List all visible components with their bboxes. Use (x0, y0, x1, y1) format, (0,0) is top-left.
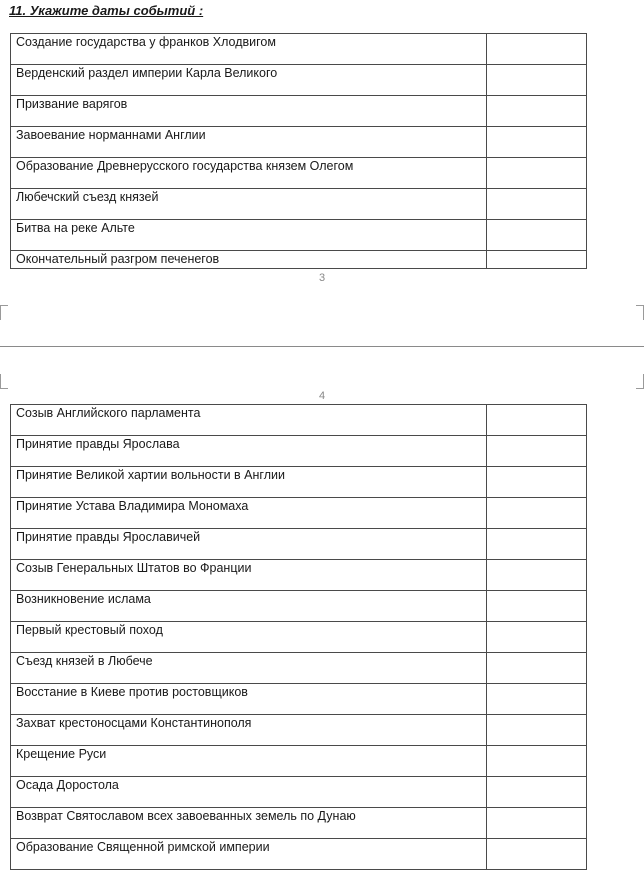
event-date-cell[interactable] (487, 467, 587, 498)
event-row (11, 777, 587, 808)
event-name-cell: Восстание в Киеве против ростовщиков (11, 684, 487, 715)
event-date-cell[interactable] (487, 220, 587, 251)
event-name-cell: Осада Доростола (11, 777, 487, 808)
event-name-cell: Образование Древнерусского государства князем Олегом (11, 158, 487, 189)
page-number: 4 (318, 390, 326, 402)
event-row (11, 189, 587, 220)
event-row (11, 529, 587, 560)
event-name-cell: Призвание варягов (11, 96, 487, 127)
event-date-cell[interactable] (487, 529, 587, 560)
event-row (11, 467, 587, 498)
page-number: 3 (318, 272, 326, 284)
event-date-cell[interactable] (487, 622, 587, 653)
event-row (11, 436, 587, 467)
event-date-cell[interactable] (487, 839, 587, 870)
event-name-cell: Крещение Руси (11, 746, 487, 777)
event-name-cell: Первый крестовый поход (11, 622, 487, 653)
event-row (11, 498, 587, 529)
events-table-body (11, 34, 587, 269)
event-row (11, 622, 587, 653)
event-name-cell: Завоевание норманнами Англии (11, 127, 487, 158)
event-row (11, 746, 587, 777)
event-date-cell[interactable] (487, 498, 587, 529)
page-break-divider (0, 346, 644, 347)
event-date-cell[interactable] (487, 436, 587, 467)
page-corner-mark (0, 305, 8, 320)
event-date-cell[interactable] (487, 189, 587, 220)
page-corner-mark (636, 305, 644, 320)
event-date-cell[interactable] (487, 251, 587, 269)
page-corner-mark (0, 374, 8, 389)
task-heading: 11. Укажите даты событий : (9, 3, 204, 18)
event-date-cell[interactable] (487, 808, 587, 839)
event-name-cell: Любечский съезд князей (11, 189, 487, 220)
event-name-cell: Окончательный разгром печенегов (11, 251, 487, 269)
event-name-cell: Принятие Великой хартии вольности в Англии (11, 467, 487, 498)
event-date-cell[interactable] (487, 715, 587, 746)
event-name-cell: Возврат Святославом всех завоеванных земель по Дунаю (11, 808, 487, 839)
event-name-cell: Созыв Генеральных Штатов во Франции (11, 560, 487, 591)
event-row (11, 127, 587, 158)
event-row (11, 158, 587, 189)
event-date-cell[interactable] (487, 96, 587, 127)
event-date-cell[interactable] (487, 405, 587, 436)
event-row (11, 251, 587, 269)
event-date-cell[interactable] (487, 746, 587, 777)
event-date-cell[interactable] (487, 684, 587, 715)
events-table-body (11, 405, 587, 870)
event-row (11, 34, 587, 65)
event-name-cell: Съезд князей в Любече (11, 653, 487, 684)
event-row (11, 684, 587, 715)
event-name-cell: Возникновение ислама (11, 591, 487, 622)
event-row (11, 653, 587, 684)
event-row (11, 560, 587, 591)
event-date-cell[interactable] (487, 560, 587, 591)
event-name-cell: Созыв Английского парламента (11, 405, 487, 436)
events-table-page-3 (10, 33, 587, 269)
event-name-cell: Принятие правды Ярославичей (11, 529, 487, 560)
event-date-cell[interactable] (487, 653, 587, 684)
events-table-page-4 (10, 404, 587, 870)
event-date-cell[interactable] (487, 34, 587, 65)
event-row (11, 96, 587, 127)
event-date-cell[interactable] (487, 591, 587, 622)
event-name-cell: Принятие Устава Владимира Мономаха (11, 498, 487, 529)
event-row (11, 220, 587, 251)
event-row (11, 715, 587, 746)
event-date-cell[interactable] (487, 127, 587, 158)
event-name-cell: Битва на реке Альте (11, 220, 487, 251)
page-corner-mark (636, 374, 644, 389)
event-row (11, 839, 587, 870)
event-name-cell: Образование Священной римской империи (11, 839, 487, 870)
event-name-cell: Создание государства у франков Хлодвигом (11, 34, 487, 65)
event-name-cell: Захват крестоносцами Константинополя (11, 715, 487, 746)
event-row (11, 591, 587, 622)
event-date-cell[interactable] (487, 158, 587, 189)
event-row (11, 405, 587, 436)
event-row (11, 65, 587, 96)
event-name-cell: Верденский раздел империи Карла Великого (11, 65, 487, 96)
event-date-cell[interactable] (487, 777, 587, 808)
event-date-cell[interactable] (487, 65, 587, 96)
event-row (11, 808, 587, 839)
event-name-cell: Принятие правды Ярослава (11, 436, 487, 467)
